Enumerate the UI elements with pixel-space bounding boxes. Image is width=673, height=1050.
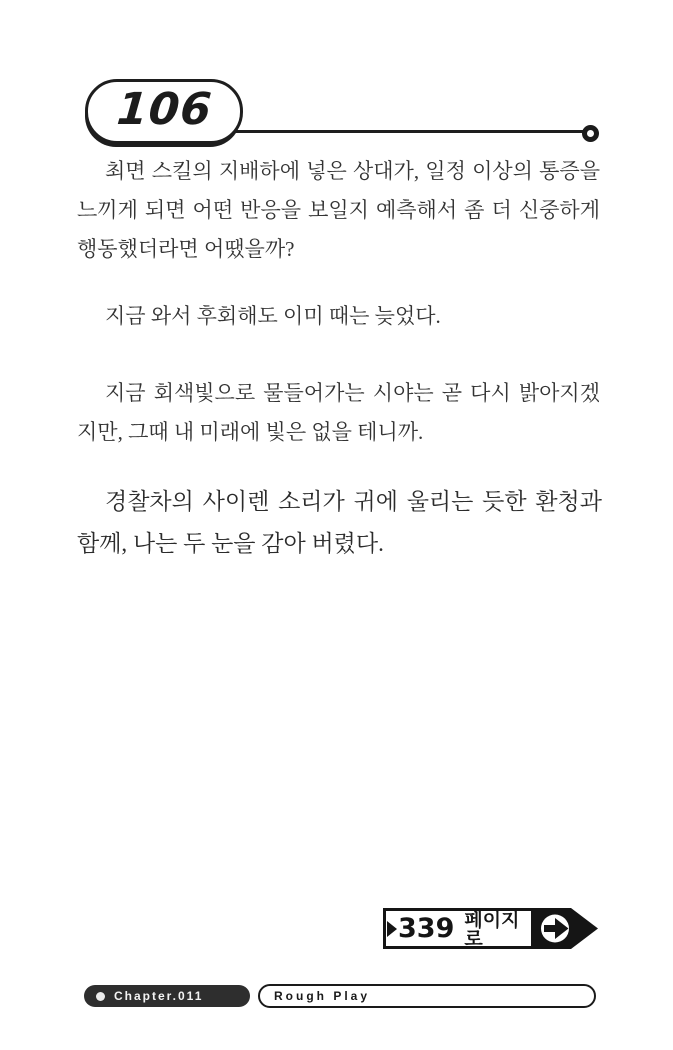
story-paragraph: 경찰차의 사이렌 소리가 귀에 울리는 듯한 환청과 함께, 나는 두 눈을 감아 버렸다.	[77, 489, 602, 556]
page-number-badge	[85, 79, 243, 144]
header-rule	[233, 130, 584, 133]
page-number: 106	[114, 84, 214, 135]
book-title-badge	[258, 984, 596, 1008]
story-paragraph: 최면 스킬의 지배하에 넣은 상대가, 일정 이상의 통증을 느끼게 되면 어떤 반응을 보일지 예측해서 좀 더 신중하게 행동했더라면 어땠을까?	[77, 159, 600, 261]
header-rule-end-ring-icon	[582, 125, 599, 142]
bullet-dot-icon	[96, 992, 105, 1001]
chevron-right-icon	[387, 921, 397, 937]
book-title-label: Rough Play	[274, 989, 371, 1003]
chapter-badge	[84, 985, 250, 1007]
story-paragraph: 지금 회색빛으로 물들어가는 시야는 곧 다시 밝아지겠지만, 그때 내 미래에 빛은 없을 테니까.	[77, 381, 600, 444]
chapter-label: Chapter.011	[114, 989, 204, 1003]
page-jump-button[interactable]	[383, 908, 598, 949]
page-jump-label	[383, 908, 531, 949]
target-page-number: 339	[398, 913, 455, 944]
story-paragraph: 지금 와서 후회해도 이미 때는 늦었다.	[105, 304, 441, 328]
arrow-right-circle-icon	[531, 908, 598, 949]
page-jump-text: 페이지로	[464, 909, 520, 950]
